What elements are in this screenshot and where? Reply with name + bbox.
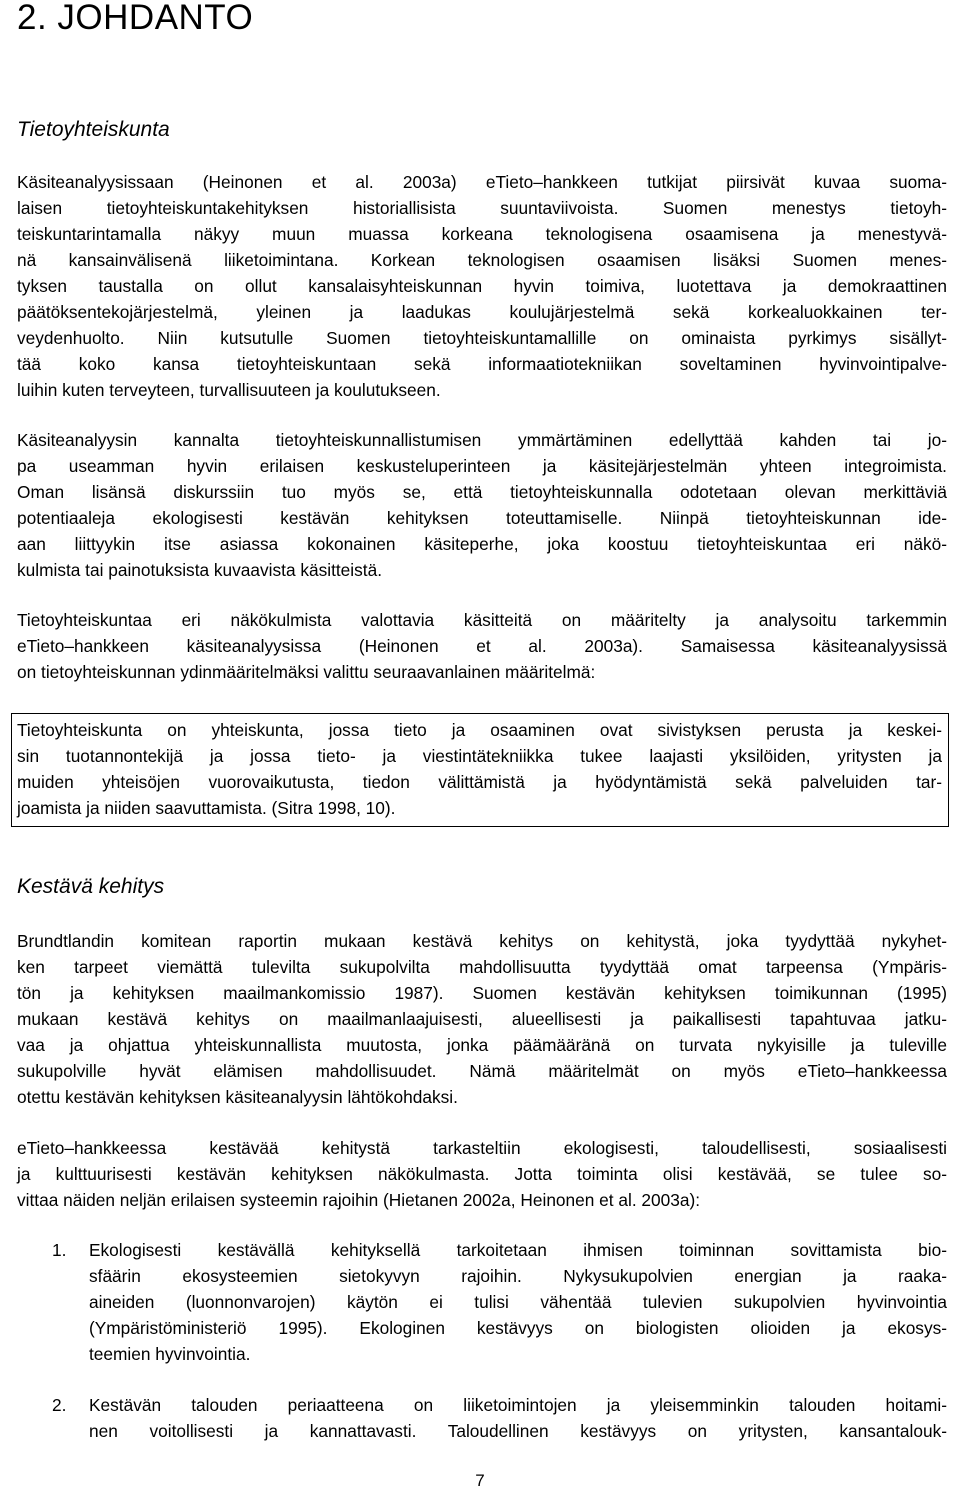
list-number: 2. bbox=[52, 1395, 67, 1415]
text-line: ja kulttuurisesti kestävän kehityksen näkökulmasta. Jotta toiminta olisi kestävää, se tulee so- bbox=[17, 1164, 947, 1184]
text-line: Oman lisänsä diskurssiin tuo myös se, että tietoyhteiskunnalla odotetaan olevan merkittäviä bbox=[17, 482, 947, 502]
text-line: potentiaaleja ekologisesti kestävän kehityksen toteuttamiselle. Niinpä tietoyhteiskunnan ide- bbox=[17, 508, 947, 528]
list-number: 1. bbox=[52, 1240, 67, 1260]
definition-line: joamista ja niiden saavuttamista. (Sitra 1998, 10). bbox=[17, 798, 396, 818]
definition-line: sin tuotannontekijä ja jossa tieto- ja viestintätekniikka tukee laajasti yksilöiden, yritysten ja bbox=[17, 746, 942, 766]
text-line: eTieto–hankkeen käsiteanalyysissa (Heinonen et al. 2003a). Samaisessa käsiteanalyysissä bbox=[17, 636, 947, 656]
text-line: nä kansainvälisenä liiketoimintana. Korkean teknologisen osaamisen lisäksi Suomen menes- bbox=[17, 250, 947, 270]
text-line: vaa ja ohjattua yhteiskunnallista muutosta, jonka päämääränä on turvata nykyisille ja tuleville bbox=[17, 1035, 947, 1055]
text-line: sukupolville hyvät elämisen mahdollisuudet. Nämä määritelmät on myös eTieto–hankkeessa bbox=[17, 1061, 947, 1081]
text-line: otettu kestävän kehityksen käsiteanalyysin lähtökohdaksi. bbox=[17, 1087, 458, 1107]
text-line: Käsiteanalyysissaan (Heinonen et al. 2003a) eTieto–hankkeen tutkijat piirsivät kuvaa suoma- bbox=[17, 172, 947, 192]
definition-line: muiden yhteisöjen vuorovaikutusta, tiedon välittämistä ja hyödyntämistä sekä palveluiden tar- bbox=[17, 772, 942, 792]
chapter-heading: 2. JOHDANTO bbox=[17, 0, 254, 37]
text-line: Käsiteanalyysin kannalta tietoyhteiskunnallistumisen ymmärtäminen edellyttää kahden tai jo- bbox=[17, 430, 947, 450]
text-line: Brundtlandin komitean raportin mukaan kestävä kehitys on kehitystä, joka tyydyttää nykyhet- bbox=[17, 931, 947, 951]
text-line: päätöksentekojärjestelmä, yleinen ja laadukas koulujärjestelmä sekä korkealuokkainen ter- bbox=[17, 302, 947, 322]
text-line: aan liittyykin itse asiassa kokonainen käsiteperhe, joka koostuu tietoyhteiskuntaa eri näkö- bbox=[17, 534, 947, 554]
text-line: teemien hyvinvointia. bbox=[89, 1344, 251, 1364]
text-line: mukaan kestävä kehitys on maailmanlaajuisesti, alueellisesti ja paikallisesti tapahtuvaa jatku- bbox=[17, 1009, 947, 1029]
paragraph bbox=[17, 607, 947, 685]
section-heading-kestava-kehitys: Kestävä kehitys bbox=[17, 875, 165, 898]
definition-box bbox=[11, 713, 949, 827]
paragraph bbox=[17, 1135, 947, 1213]
text-line: pa useamman hyvin erilaisen keskusteluperinteen ja käsitejärjestelmän yhteen integroimista. bbox=[17, 456, 947, 476]
definition-line: Tietoyhteiskunta on yhteiskunta, jossa tieto ja osaaminen ovat sivistyksen perusta ja keskei- bbox=[17, 720, 942, 740]
text-line: on tietoyhteiskunnan ydinmääritelmäksi valittu seuraavanlainen määritelmä: bbox=[17, 662, 596, 682]
text-line: tyksen taustalla on ollut kansalaisyhteiskunnan hyvin toimiva, luotettava ja demokraattinen bbox=[17, 276, 947, 296]
text-line: laisen tietoyhteiskuntakehityksen historiallisista suuntaviivoista. Suomen menestys tietoyh- bbox=[17, 198, 947, 218]
page-number: 7 bbox=[475, 1471, 485, 1490]
text-line: ken tarpeet viemättä tulevilta sukupolvilta mahdollisuutta tyydyttää omat tarpeensa (Ympäris- bbox=[17, 957, 947, 977]
text-line: sfäärin ekosysteemien sietokyvyn rajoihin. Nykysukupolvien energian ja raaka- bbox=[89, 1266, 947, 1286]
text-line: luihin kuten terveyteen, turvallisuuteen ja koulutukseen. bbox=[17, 380, 441, 400]
text-line: vittaa näiden neljän erilaisen systeemin rajoihin (Hietanen 2002a, Heinonen et al. 2003a): bbox=[17, 1190, 701, 1210]
text-line: Tietoyhteiskuntaa eri näkökulmista valottavia käsitteitä on määritelty ja analysoitu tarkemmin bbox=[17, 610, 947, 630]
text-line: tön ja kehityksen maailmankomissio 1987). Suomen kestävän kehityksen toimikunnan (1995) bbox=[17, 983, 947, 1003]
text-line: kulmista tai painotuksista kuvaavista käsitteistä. bbox=[17, 560, 382, 580]
text-line: (Ympäristöministeriö 1995). Ekologinen kestävyys on biologisten olioiden ja ekosys- bbox=[89, 1318, 947, 1338]
text-line: aineiden (luonnonvarojen) käytön ei tulisi vähentää tulevien sukupolvien hyvinvointia bbox=[89, 1292, 947, 1312]
text-line: Kestävän talouden periaatteena on liiketoimintojen ja yleisemminkin talouden hoitami- bbox=[89, 1395, 947, 1415]
paragraph bbox=[17, 928, 947, 1110]
text-line: teiskuntarintamalla näkyy muun muassa korkeana teknologisena osaamisena ja menestyvä- bbox=[17, 224, 947, 244]
text-line: Ekologisesti kestävällä kehityksellä tarkoitetaan ihmisen toiminnan sovittamista bio- bbox=[89, 1240, 947, 1260]
text-line: nen voitollisesti ja kannattavasti. Taloudellinen kestävyys on yritysten, kansantalouk- bbox=[89, 1421, 947, 1441]
text-line: veydenhuolto. Niin kutsutulle Suomen tietoyhteiskuntamallille on ominaista pyrkimys sisällyt- bbox=[17, 328, 947, 348]
text-line: tää koko kansa tietoyhteiskuntaan sekä informaatiotekniikan soveltaminen hyvinvointipalve- bbox=[17, 354, 947, 374]
section-heading-tietoyhteiskunta: Tietoyhteiskunta bbox=[17, 118, 170, 141]
text-line: eTieto–hankkeessa kestävää kehitystä tarkasteltiin ekologisesti, taloudellisesti, sosiaalisesti bbox=[17, 1138, 947, 1158]
paragraph bbox=[17, 427, 947, 583]
paragraph bbox=[17, 169, 947, 403]
